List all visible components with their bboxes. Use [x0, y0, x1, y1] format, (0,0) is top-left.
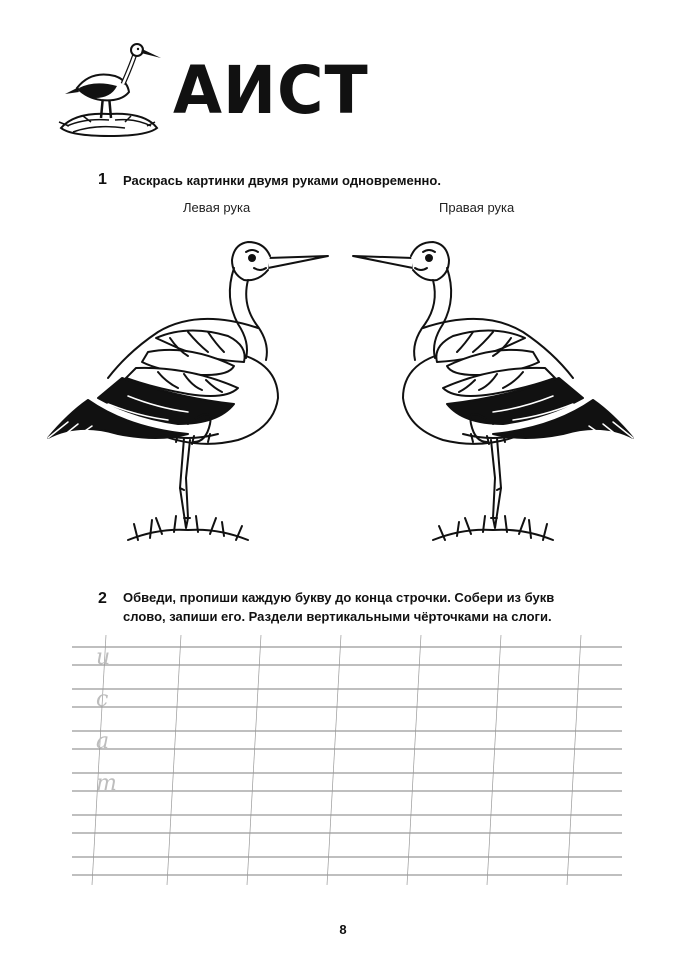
page-title: АИСТ — [173, 52, 369, 129]
task-2-number: 2 — [98, 590, 107, 607]
task-2-text-line2: слово, запиши его. Раздели вертикальными чёрточками на слоги. — [123, 609, 552, 624]
stork-on-nest-icon — [55, 36, 163, 144]
task-1-text: Раскрась картинки двумя руками одновременно. — [123, 173, 441, 188]
title-block — [55, 36, 369, 146]
stork-coloring-right — [343, 228, 643, 568]
tracing-letter-3: а — [96, 729, 110, 754]
left-hand-label: Левая рука — [183, 200, 251, 215]
right-hand-label: Правая рука — [439, 200, 515, 215]
tracing-letter-2: с — [96, 687, 109, 712]
stork-coloring-left — [38, 228, 338, 568]
task-2-text-line1: Обведи, пропиши каждую букву до конца строчки. Собери из букв — [123, 590, 555, 605]
page-number: 8 — [339, 922, 347, 937]
tracing-letter-1: и — [96, 645, 111, 670]
task-1-number: 1 — [98, 171, 107, 188]
handwriting-practice-lines — [72, 635, 622, 895]
tracing-letter-4: т — [96, 771, 117, 796]
